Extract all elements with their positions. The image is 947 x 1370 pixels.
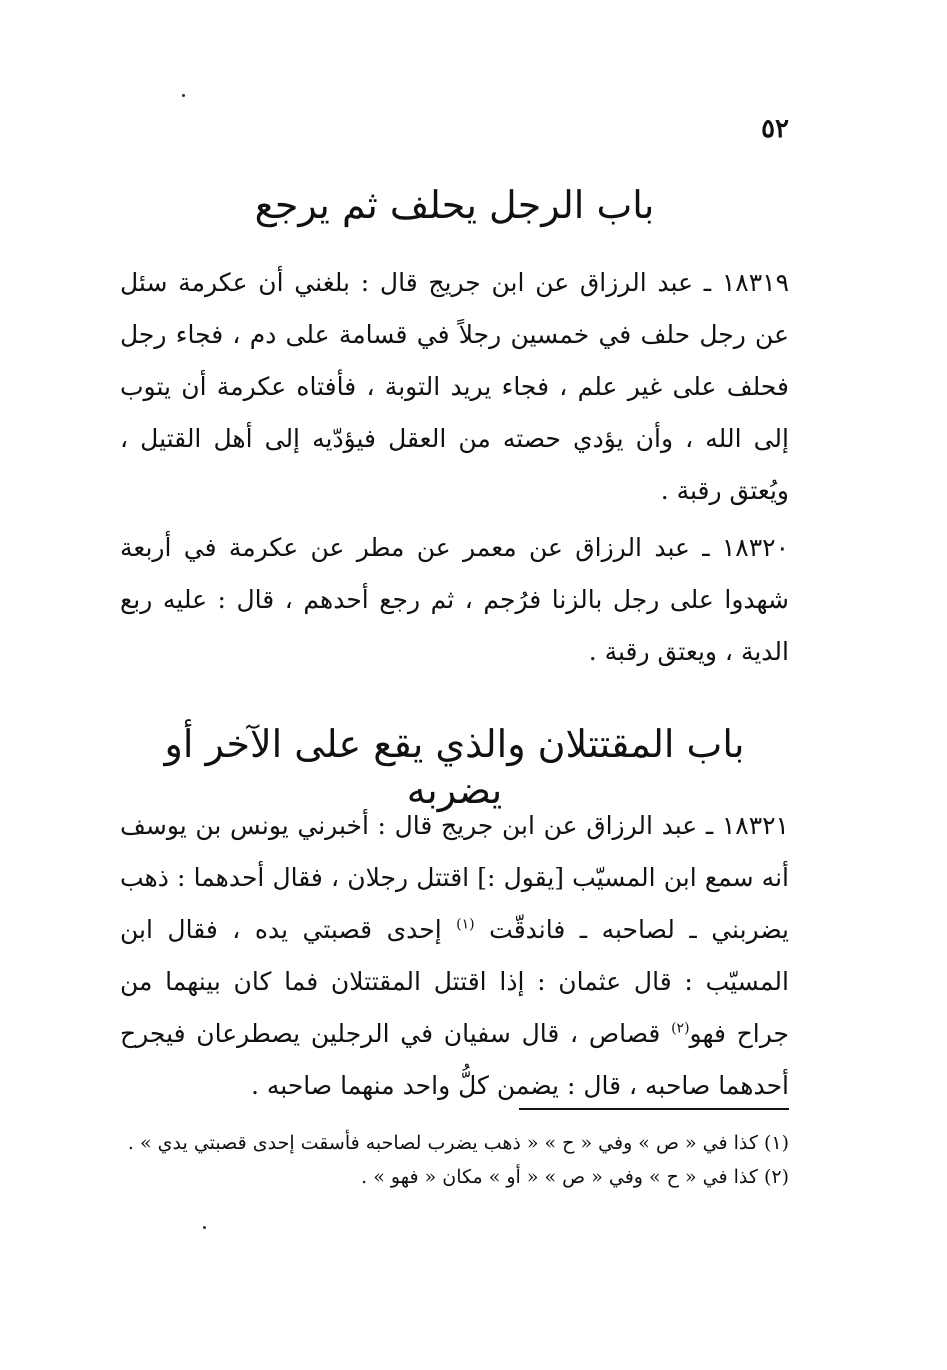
footnote-text: كذا في « ح » وفي « ص » « أو » مكان « فهو » . xyxy=(361,1166,758,1188)
scan-speck xyxy=(203,1226,206,1229)
hadith-paragraph xyxy=(120,522,789,678)
hadith-text: عبد الرزاق عن ابن جريج قال : أخبرني يونس بن يوسف أنه سمع ابن المسيّب [يقول :] اقتتل رجلان ، فقال أحدهما : ذهب يضربني ـ لصاحبه ـ فاندقّت xyxy=(120,811,789,944)
chapter-heading: باب المقتتلان والذي يقع على الآخر أو يضربه xyxy=(164,722,745,812)
dash-separator: ـ xyxy=(693,268,712,297)
hadith-number: ١٨٣٢٠ xyxy=(721,533,789,562)
hadith-paragraph xyxy=(120,257,789,517)
page-number: ٥٢ xyxy=(761,114,789,144)
hadith-text: قصاص ، قال سفيان في الرجلين يصطرعان فيجرح أحدهما صاحبه ، قال : يضمن كلُّ واحد منهما صاحبه . xyxy=(120,1019,789,1100)
footnote xyxy=(120,1126,789,1160)
scan-speck xyxy=(182,94,185,97)
footnote-marker: (٢) xyxy=(763,1166,789,1188)
hadith-number: ١٨٣١٩ xyxy=(721,268,790,297)
hadith-paragraph xyxy=(120,800,789,1112)
hadith-text: عبد الرزاق عن ابن جريج قال : بلغني أن عكرمة سئل عن رجل حلف في خمسين رجلاً في قسامة على دم ، فجاء رجل فحلف على غير علم ، فجاء يريد التوبة ، فأفتاه عكرمة أن يتوب إلى الله ، وأن يؤدي حصته من العقل فيؤدّيه إلى أهل القتيل ، ويُعتق رقبة . xyxy=(120,268,789,505)
dash-separator: ـ xyxy=(689,533,710,562)
footnote-reference[interactable]: (٢) xyxy=(671,1020,690,1037)
footnote-divider xyxy=(519,1108,789,1110)
hadith-number: ١٨٣٢١ xyxy=(721,811,789,840)
footnotes xyxy=(120,1126,789,1194)
dash-separator: ـ xyxy=(697,811,714,840)
hadith-text: إحدى قصبتي يده ، فقال ابن المسيّب : قال عثمان : إذا اقتتل المقتتلان فما كان بينهما من جراح فهو xyxy=(120,915,789,1048)
footnote-marker: (١) xyxy=(763,1132,789,1154)
footnote-text: كذا في « ص » وفي « ح » « ذهب يضرب لصاحبه فأسقت إحدى قصبتي يدي » . xyxy=(127,1132,758,1154)
footnote-reference[interactable]: (١) xyxy=(456,916,475,933)
chapter-heading: باب الرجل يحلف ثم يرجع xyxy=(254,183,655,227)
hadith-text: عبد الرزاق عن معمر عن مطر عن عكرمة في أربعة شهدوا على رجل بالزنا فرُجم ، ثم رجع أحدهم ، قال : عليه ربع الدية ، ويعتق رقبة . xyxy=(120,533,789,666)
footnote xyxy=(120,1160,789,1194)
